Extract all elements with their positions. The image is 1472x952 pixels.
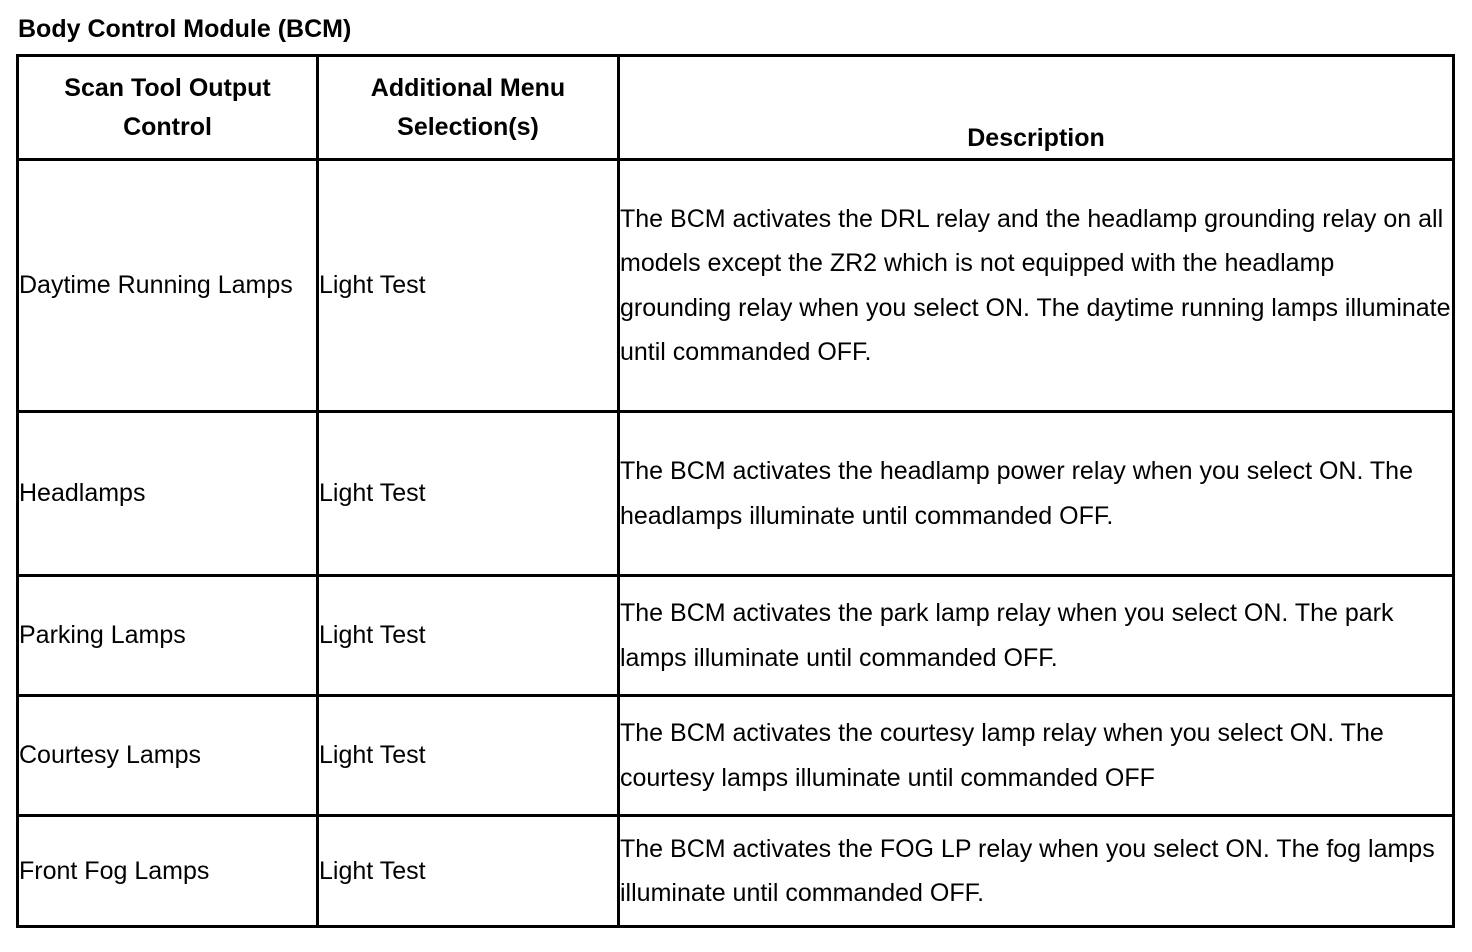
header-scan-tool-output-control: Scan Tool Output Control [18, 56, 318, 160]
output-control-cell: Courtesy Lamps [18, 696, 318, 816]
table-row [18, 576, 1454, 696]
table-row [18, 816, 1454, 927]
description-cell: The BCM activates the park lamp relay when you select ON. The park lamps illuminate until commanded OFF. [619, 576, 1454, 696]
table-header-row [18, 56, 1454, 160]
document-title: Body Control Module (BCM) [18, 15, 352, 43]
output-control-cell: Parking Lamps [18, 576, 318, 696]
description-cell: The BCM activates the FOG LP relay when you select ON. The fog lamps illuminate until commanded OFF. [619, 816, 1454, 927]
menu-selection-cell: Light Test [318, 576, 619, 696]
description-cell: The BCM activates the courtesy lamp relay when you select ON. The courtesy lamps illuminate until commanded OFF [619, 696, 1454, 816]
menu-selection-cell: Light Test [318, 412, 619, 576]
description-cell: The BCM activates the DRL relay and the headlamp grounding relay on all models except the ZR2 which is not equipped with the headlamp grounding relay when you select ON. The daytime running lamps illuminate until commanded OFF. [619, 160, 1454, 412]
menu-selection-cell: Light Test [318, 160, 619, 412]
header-description: Description [619, 56, 1454, 160]
bcm-output-control-table [16, 54, 1455, 928]
table-row [18, 696, 1454, 816]
menu-selection-cell: Light Test [318, 816, 619, 927]
output-control-cell: Headlamps [18, 412, 318, 576]
header-additional-menu-selection: Additional Menu Selection(s) [318, 56, 619, 160]
description-cell: The BCM activates the headlamp power relay when you select ON. The headlamps illuminate until commanded OFF. [619, 412, 1454, 576]
output-control-cell: Front Fog Lamps [18, 816, 318, 927]
table-row [18, 160, 1454, 412]
table-row [18, 412, 1454, 576]
menu-selection-cell: Light Test [318, 696, 619, 816]
output-control-cell: Daytime Running Lamps [18, 160, 318, 412]
